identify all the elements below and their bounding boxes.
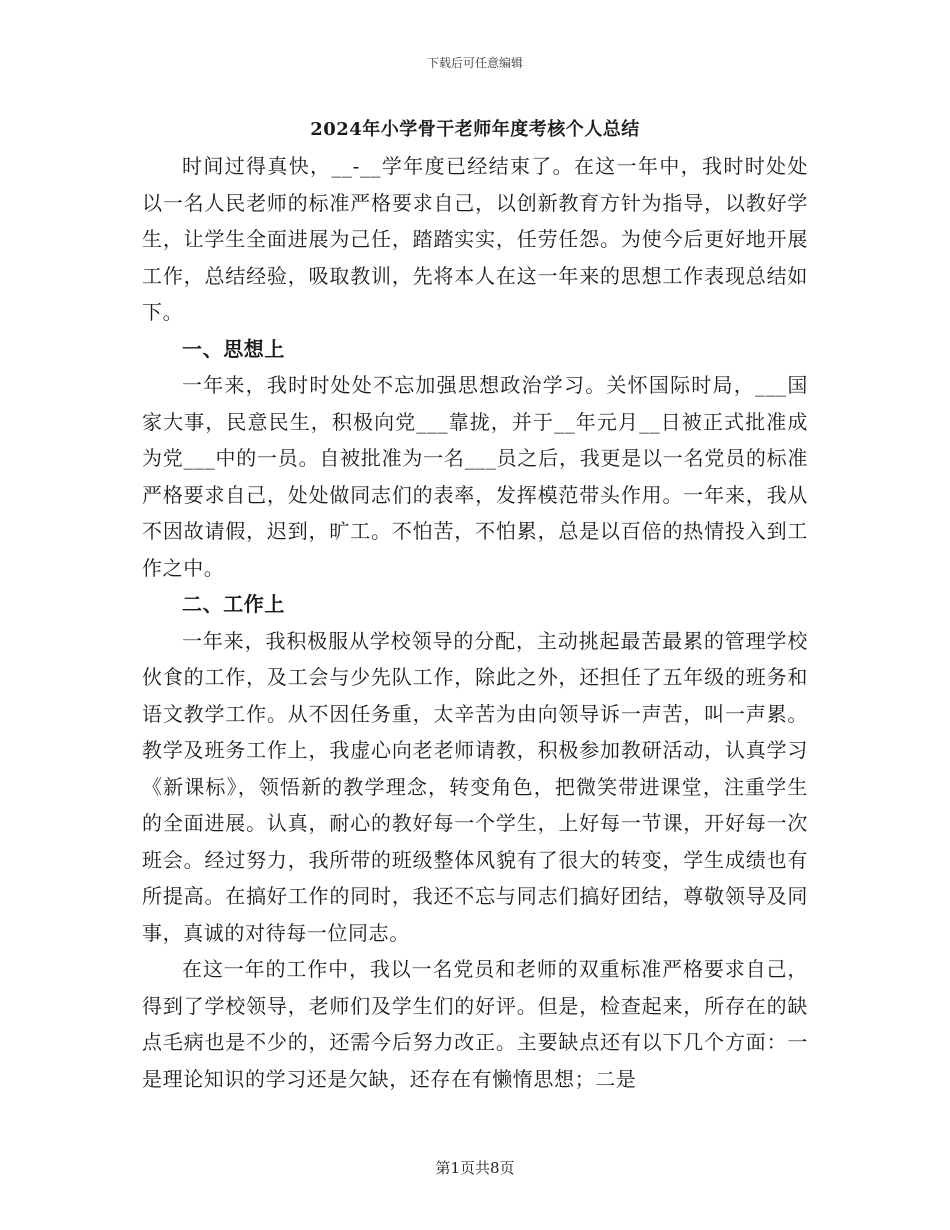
section-heading-work: 二、工作上 (182, 592, 285, 616)
intro-paragraph: 时间过得真快，__-__学年度已经结束了。在这一年中，我时时处处以一名人民老师的标准严格要求自己，以创新教育方针为指导，以教好学生，让学生全面进展为己任，踏踏实实，任劳任怨。为使今后更好地开展工作，总结经验，吸取教训，先将本人在这一年来的思想工作表现总结如下。 (142, 154, 808, 324)
work-paragraph: 一年来，我积极服从学校领导的分配，主动挑起最苦最累的管理学校伙食的工作，及工会与少先队工作，除此之外，还担任了五年级的班务和语文教学工作。从不因任务重，太辛苦为由向领导诉一声苦，叫一声累。教学及班务工作上，我虚心向老老师请教，积极参加教研活动，认真学习《新课标》，领悟新的教学理念，转变角色，把微笑带进课堂，注重学生的全面进展。认真，耐心的教好每一个学生，上好每一节课，开好每一次班会。经过努力，我所带的班级整体风貌有了很大的转变，学生成绩也有所提高。在搞好工作的同时，我还不忘与同志们搞好团结，尊敬领导及同事，真诚的对待每一位同志。 (142, 628, 808, 945)
section-heading-thought: 一、思想上 (182, 336, 285, 361)
document-body (142, 148, 808, 1097)
page-footer: 第1页共8页 (435, 1159, 515, 1177)
header-note: 下载后可任意编辑 (426, 56, 523, 70)
document-title: 2024年小学骨干老师年度考核个人总结 (310, 119, 640, 140)
thought-paragraph: 一年来，我时时处处不忘加强思想政治学习。关怀国际时局，___国家大事，民意民生，积极向党___靠拢，并于__年元月__日被正式批准成为党___中的一员。自被批准为一名___员之后，我更是以一名党员的标准严格要求自己，处处做同志们的表率，发挥模范带头作用。一年来，我从不因故请假，迟到，旷工。不怕苦，不怕累，总是以百倍的热情投入到工作之中。 (142, 373, 808, 580)
shortcomings-paragraph: 在这一年的工作中，我以一名党员和老师的双重标准严格要求自己，得到了学校领导，老师们及学生们的好评。但是，检查起来，所存在的缺点毛病也是不少的，还需今后努力改正。主要缺点还有以下几个方面：一是理论知识的学习还是欠缺，还存在有懒惰思想；二是 (142, 957, 808, 1091)
